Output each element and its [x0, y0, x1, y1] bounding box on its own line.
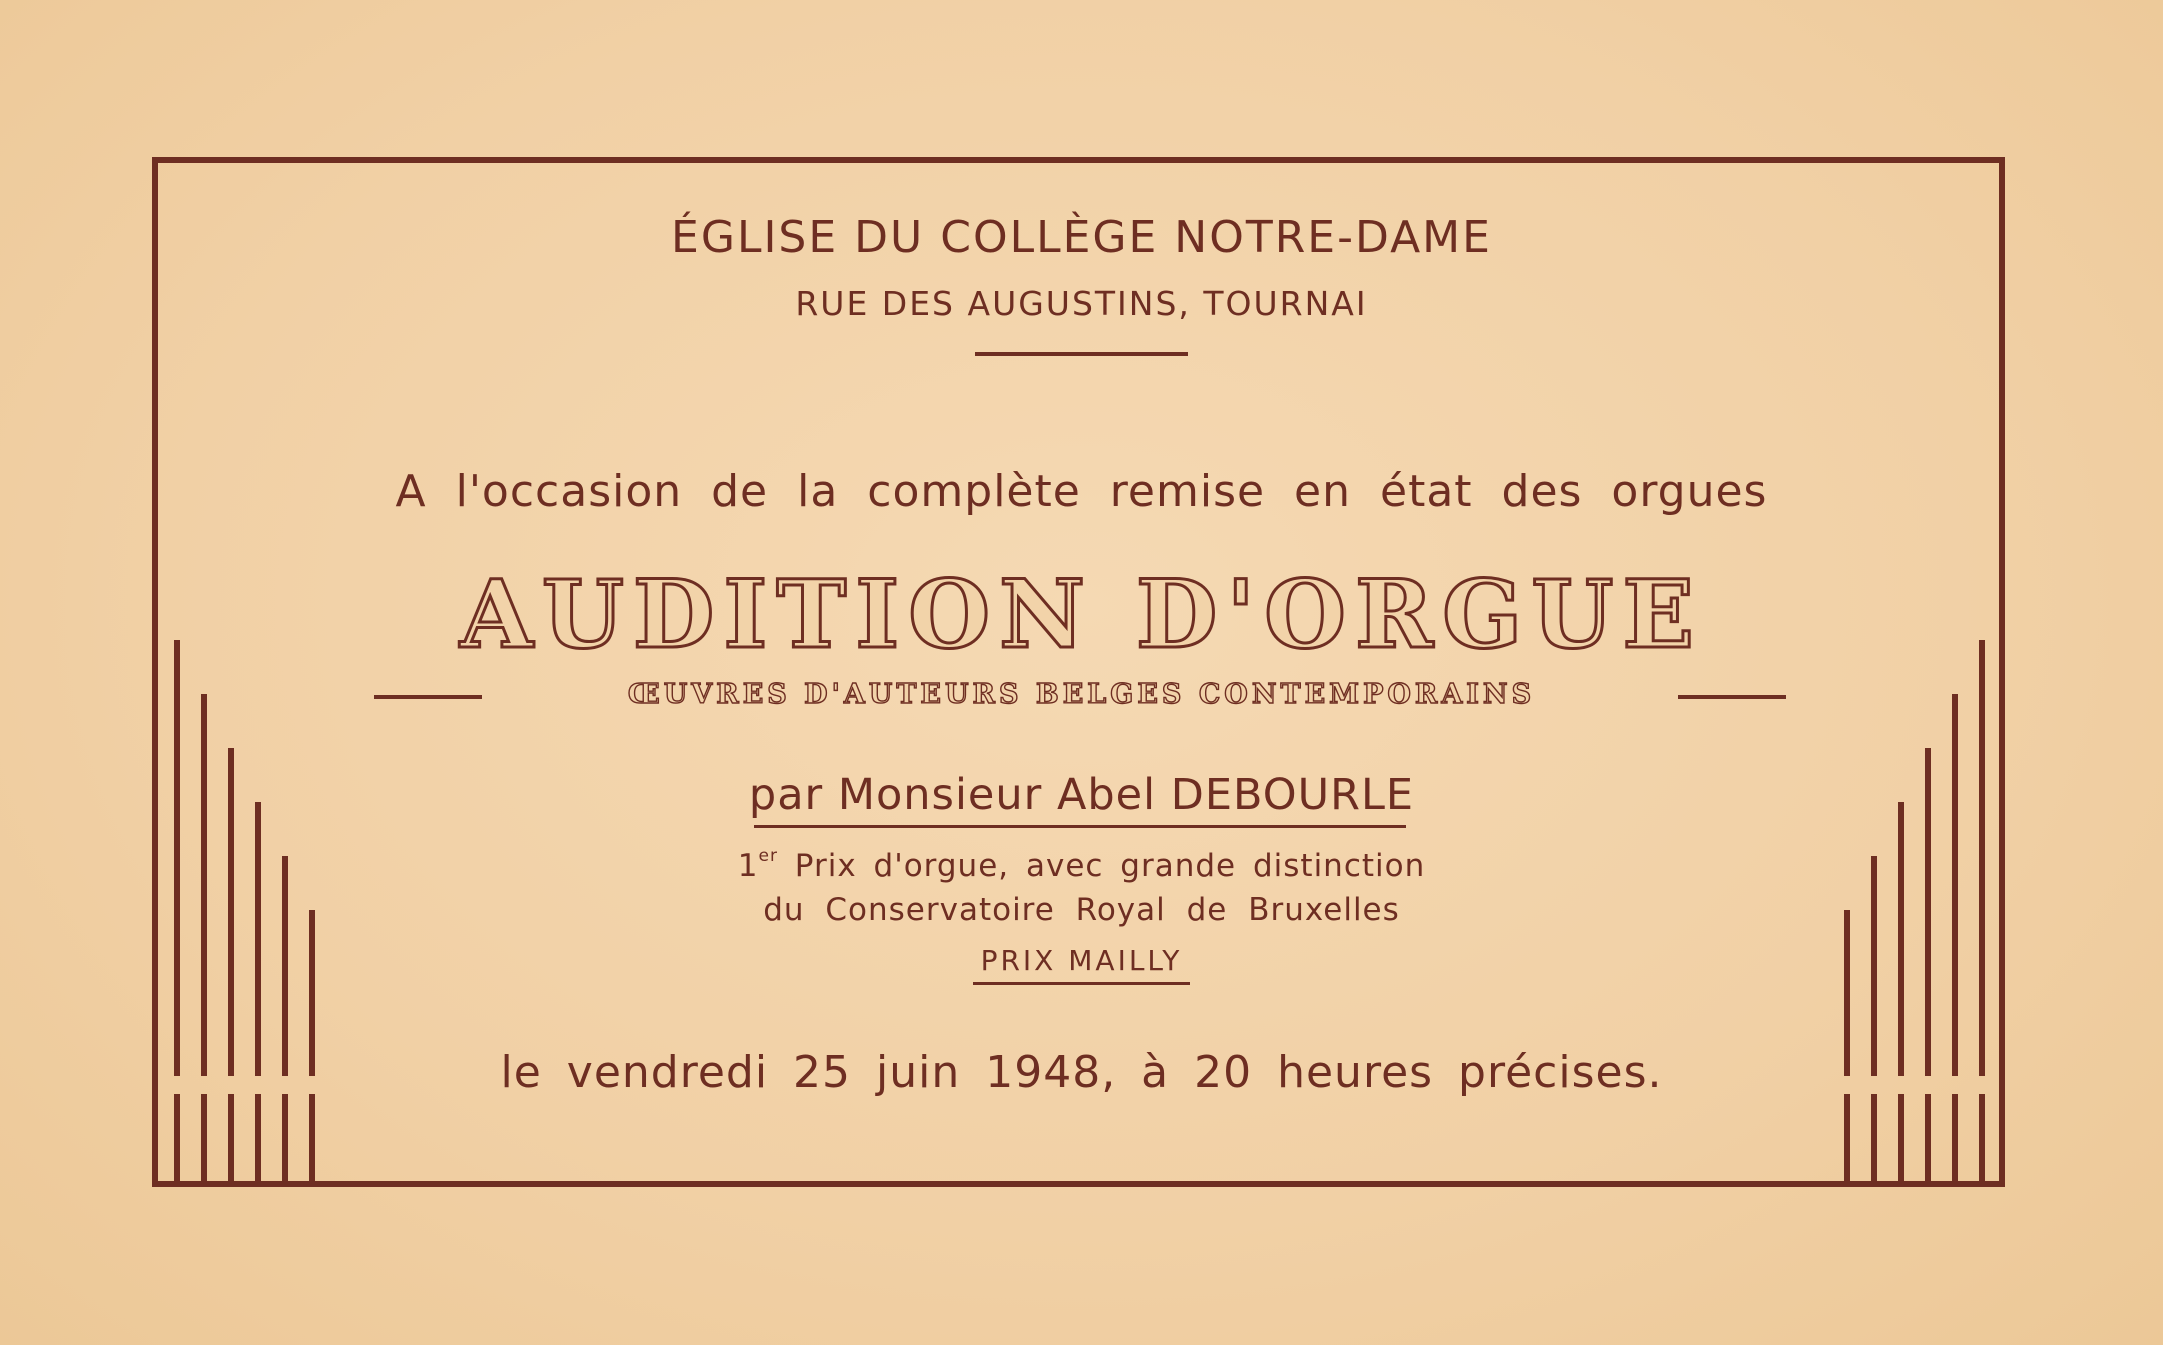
pipe-foot: [282, 1094, 288, 1186]
header-divider: [975, 352, 1188, 356]
performer-underline: [754, 825, 1406, 828]
event-subtitle: ŒUVRES D'AUTEURS BELGES CONTEMPORAINS: [627, 679, 1536, 710]
pipe-foot: [1844, 1094, 1850, 1186]
prize-underline: [973, 982, 1190, 985]
church-address: RUE DES AUGUSTINS, TOURNAI: [795, 284, 1368, 323]
pipe-foot: [1871, 1094, 1877, 1186]
pipe: [228, 748, 234, 1076]
subtitle-rule-right: [1678, 695, 1786, 699]
pipe-foot: [255, 1094, 261, 1186]
performer-line: par Monsieur Abel DEBOURLE: [748, 770, 1415, 820]
event-title: AUDITION D'ORGUE: [459, 560, 1704, 670]
pipe-foot: [309, 1094, 315, 1186]
organ-pipes-icon: [1836, 636, 2046, 1196]
pipe-foot: [1952, 1094, 1958, 1186]
award-text: Prix d'orgue, avec grande distinction: [777, 848, 1426, 884]
pipe: [255, 802, 261, 1076]
occasion-line: A l'occasion de la complète remise en état des orgues: [395, 466, 1768, 517]
pipe-foot: [1979, 1094, 1985, 1186]
pipe-foot: [1925, 1094, 1931, 1186]
award-number: 1: [737, 848, 759, 884]
pipe: [1925, 748, 1931, 1076]
organ-pipes-icon: [170, 636, 380, 1196]
pipe: [282, 856, 288, 1076]
pipe: [174, 640, 180, 1076]
pipe-foot: [228, 1094, 234, 1186]
pipe: [1871, 856, 1877, 1076]
prize-name: PRIX MAILLY: [980, 944, 1183, 977]
pipe-foot: [1898, 1094, 1904, 1186]
pipe-foot: [201, 1094, 207, 1186]
pipe: [1844, 910, 1850, 1076]
pipe-foot: [174, 1094, 180, 1186]
pipe: [309, 910, 315, 1076]
church-name: ÉGLISE DU COLLÈGE NOTRE-DAME: [671, 212, 1492, 263]
pipe: [1898, 802, 1904, 1076]
award-line-2: du Conservatoire Royal de Bruxelles: [763, 892, 1400, 928]
award-superscript: er: [758, 846, 778, 866]
event-date: le vendredi 25 juin 1948, à 20 heures précises.: [500, 1047, 1663, 1098]
pipe: [1952, 694, 1958, 1076]
pipe: [1979, 640, 1985, 1076]
pipe: [201, 694, 207, 1076]
